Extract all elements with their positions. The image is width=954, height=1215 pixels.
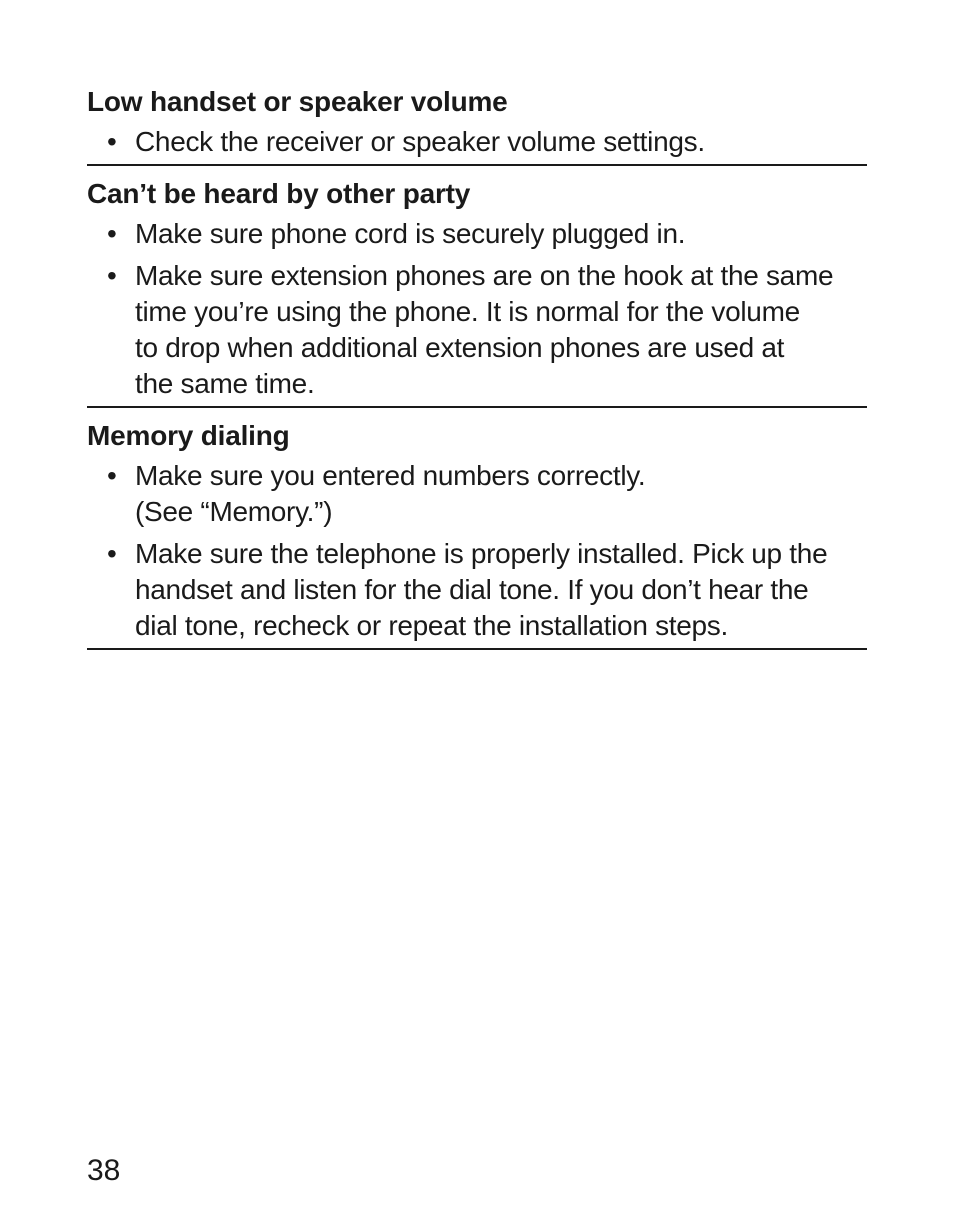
bullet-text: (See “Memory.”) [135,496,333,527]
bullet-icon: • [107,126,117,157]
page-number: 38 [87,1154,121,1187]
bullet-text: time you’re using the phone. It is normal for the volume [135,296,800,327]
bullet-icon: • [107,260,117,291]
bullet-text: Make sure the telephone is properly installed. Pick up the [135,538,828,569]
bullet-list [87,458,867,644]
bullet-text: dial tone, recheck or repeat the installation steps. [135,610,728,641]
bullet-list [87,124,867,160]
bullet-text: Make sure phone cord is securely plugged in. [135,218,686,249]
section-cant-be-heard [87,176,867,408]
bullet-text: to drop when additional extension phones are used at [135,332,785,363]
section-memory-dialing [87,418,867,650]
bullet-icon: • [107,460,117,491]
list-item [87,216,867,252]
troubleshooting-content [87,84,867,650]
list-item [87,536,867,644]
list-item [87,458,867,530]
bullet-text: Make sure you entered numbers correctly. [135,460,646,491]
list-item [87,258,867,402]
section-title: Can’t be heard by other party [87,178,471,209]
section-title: Low handset or speaker volume [87,86,508,117]
bullet-text: handset and listen for the dial tone. If you don’t hear the [135,574,809,605]
bullet-icon: • [107,218,117,249]
bullet-icon: • [107,538,117,569]
bullet-list [87,216,867,402]
bullet-text: the same time. [135,368,315,399]
bullet-text: Make sure extension phones are on the hook at the same [135,260,834,291]
section-title: Memory dialing [87,420,290,451]
section-low-volume [87,84,867,166]
bullet-text: Check the receiver or speaker volume settings. [135,126,705,157]
list-item [87,124,867,160]
